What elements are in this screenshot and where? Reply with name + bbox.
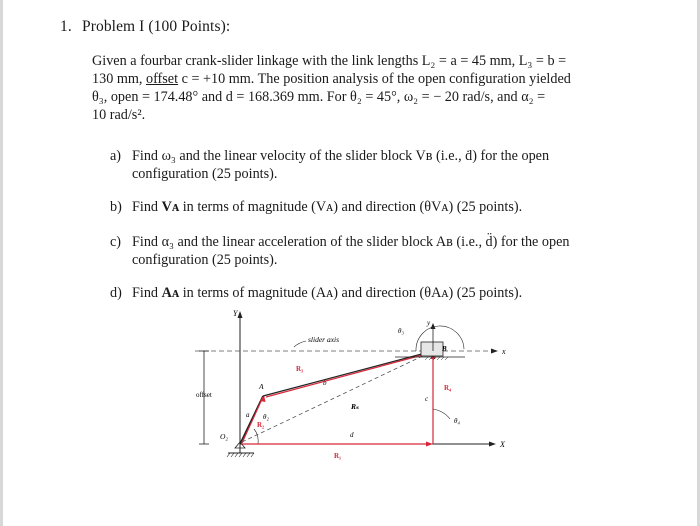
part-d-post: in terms of magnitude (Aᴀ) and direction (θAᴀ) (25 points). — [179, 285, 523, 301]
part-b-bold: Vᴀ — [161, 199, 180, 215]
r1-label: R₁ — [334, 452, 342, 460]
part-c — [110, 233, 569, 269]
theta2-label: θ₂ — [263, 413, 269, 421]
part-c-line2: configuration (25 points). — [132, 252, 278, 268]
part-c-line1: Find α₃ and the linear acceleration of the slider block Aʙ (i.e., d̈) for the open — [132, 234, 570, 250]
linkage-diagram — [180, 305, 520, 470]
y-right-label: y — [427, 319, 431, 327]
problem-number: 1. — [60, 18, 72, 35]
A-label: A — [259, 382, 264, 391]
slider-axis-leader — [294, 341, 306, 347]
part-a — [110, 147, 549, 183]
part-b-label: b) — [110, 199, 122, 215]
part-d-bold: Aᴀ — [161, 285, 180, 301]
o2-label: O₂ — [220, 432, 229, 441]
rs-dashed-vector — [242, 351, 433, 442]
theta3-label: θ₃ — [398, 327, 404, 335]
part-d-pre: Find — [132, 285, 162, 301]
r1-arrow — [426, 442, 433, 447]
part-a-line2: configuration (25 points). — [132, 166, 278, 182]
statement-line-2b: c = +10 mm. The position analysis of the open configuration yielded — [178, 71, 571, 87]
linkage-figure — [180, 305, 520, 470]
problem-title: Problem I (100 Points): — [81, 18, 231, 35]
offset-term: offset — [146, 71, 179, 87]
part-b-post: in terms of magnitude (Vᴀ) and direction (θVᴀ) (25 points). — [179, 199, 523, 215]
a-label: a — [246, 411, 250, 419]
theta4-label: θ₄ — [454, 417, 460, 425]
y-left-label: Y — [233, 309, 238, 318]
statement-line-2 — [92, 70, 632, 88]
part-b-pre: Find — [132, 199, 162, 215]
statement-line-2a: 130 mm, — [92, 71, 146, 87]
statement-line-4: 10 rad/s². — [92, 107, 146, 123]
offset-label: offset — [196, 391, 212, 399]
b-label: b — [323, 379, 327, 387]
y-axis-left-arrow — [238, 311, 243, 318]
statement-line-3: θ₃, open = 174.48° and d = 168.369 mm. For θ₂ = 45°, ω₂ = − 20 rad/s, and α₂ = — [92, 89, 546, 105]
r2-label: R₂ — [257, 421, 265, 429]
c-label: c — [425, 395, 429, 403]
slider-axis-label: slider axis — [308, 335, 340, 344]
coupler-link — [263, 351, 433, 396]
x-axis-lower-arrow — [489, 442, 496, 447]
slider-rail-hatch — [425, 357, 448, 360]
theta2-arc — [254, 429, 258, 444]
slider-block — [421, 342, 443, 356]
left-frame-edge — [0, 0, 3, 526]
ground-hatch — [227, 453, 254, 457]
x-upper-label: x — [502, 347, 506, 356]
part-d-label: d) — [110, 285, 122, 301]
r2-vector — [242, 397, 263, 443]
y-axis-right-arrow — [431, 323, 436, 329]
theta4-arc — [433, 409, 450, 419]
rs-label: Rₛ — [351, 402, 359, 411]
part-d — [110, 284, 522, 302]
statement-line-1: Given a fourbar crank-slider linkage with the link lengths L₂ = a = 45 mm, L₃ = b = — [92, 53, 567, 69]
d-label: d — [350, 431, 354, 439]
r4-label: R₄ — [444, 384, 452, 392]
problem-statement — [92, 52, 632, 124]
r3-label: R₃ — [296, 365, 304, 373]
part-a-label: a) — [110, 148, 122, 164]
part-c-label: c) — [110, 234, 122, 250]
x-lower-label: X — [500, 440, 505, 449]
part-b — [110, 198, 522, 216]
x-upper-arrow — [491, 349, 498, 354]
B-label: B — [442, 345, 447, 353]
r3-vector — [266, 353, 430, 397]
part-a-line1: Find ω₃ and the linear velocity of the slider block Vʙ (i.e., ḋ) for the open — [132, 148, 550, 164]
problem-heading — [60, 18, 230, 36]
